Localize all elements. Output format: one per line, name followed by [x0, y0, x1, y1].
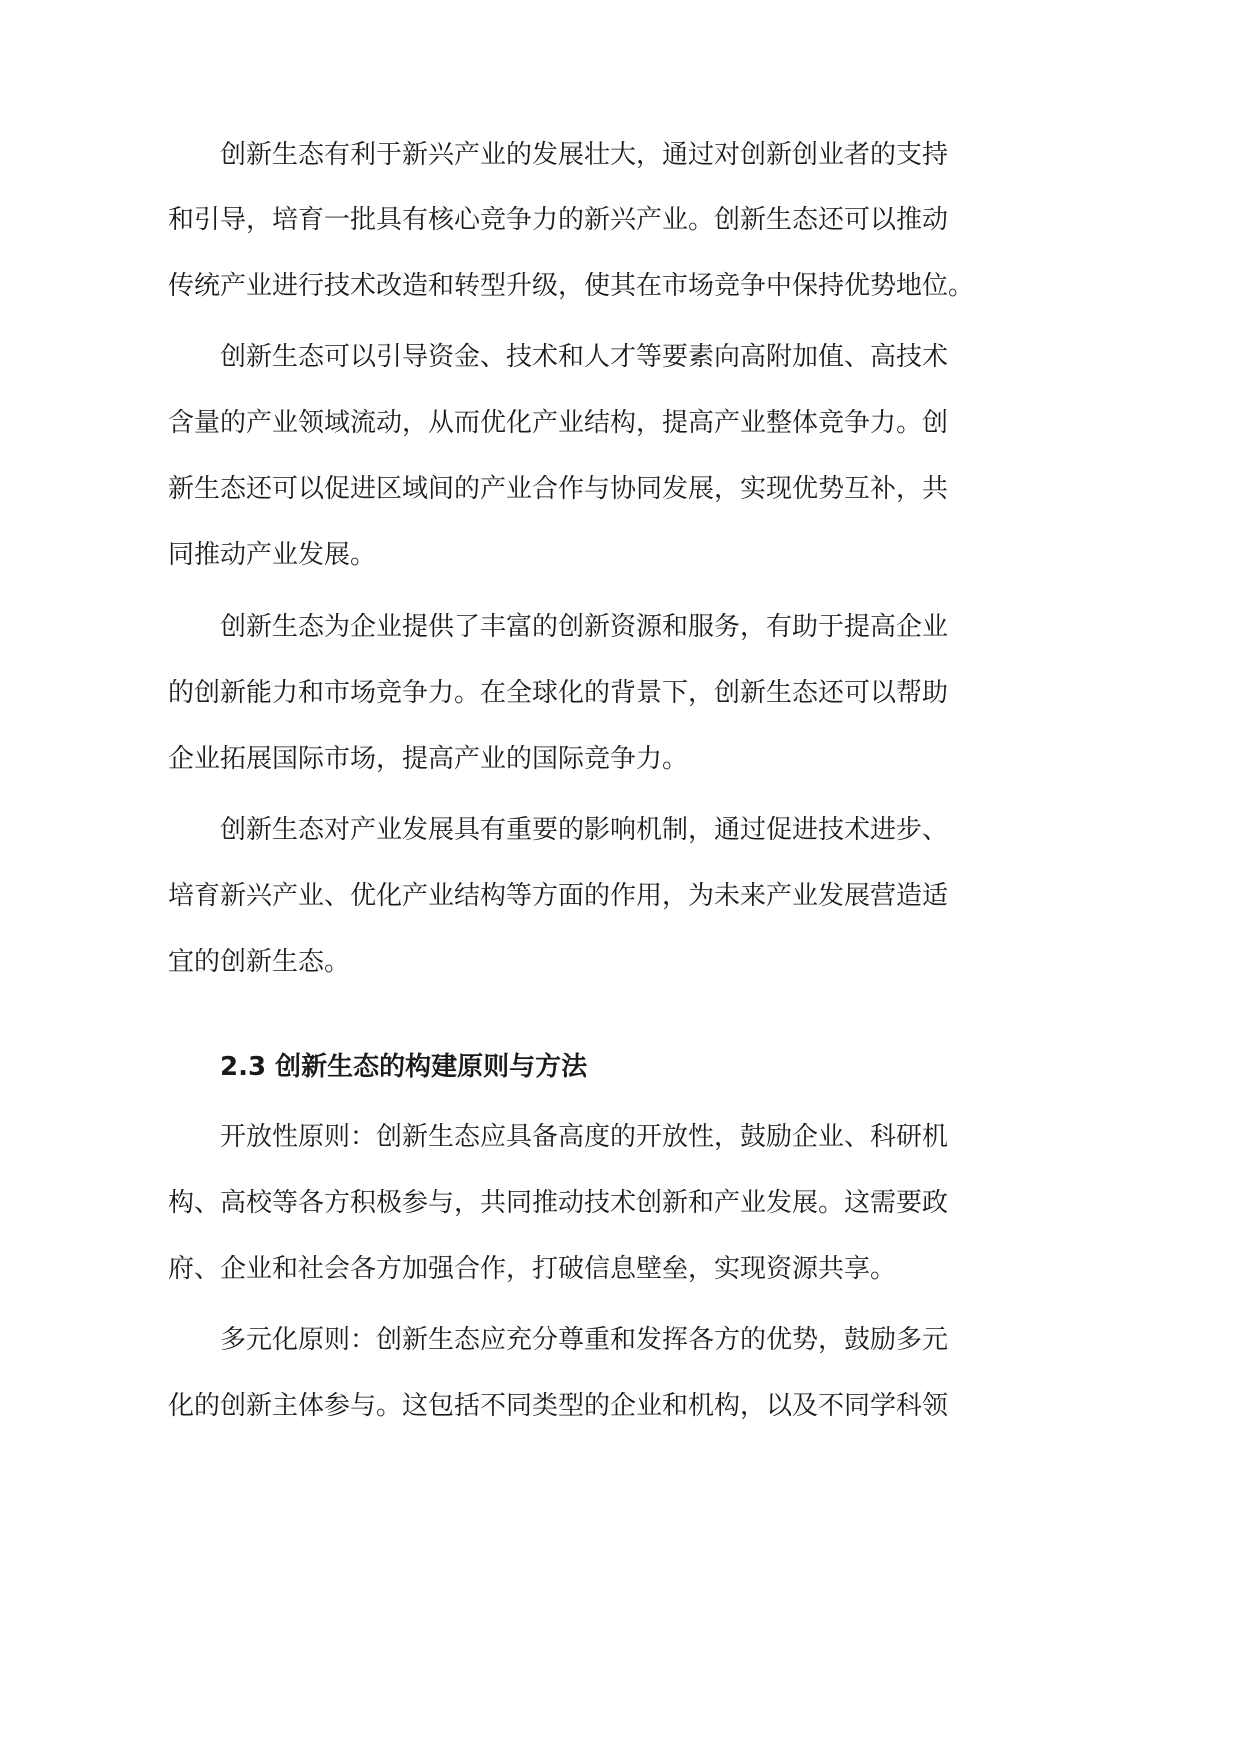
paragraph-4-line-2 [0, 876, 1241, 916]
paragraph-5-line-3 [0, 1249, 1241, 1289]
paragraph-3-line-1 [0, 607, 1241, 647]
text-line: 的创新能力和市场竞争力。在全球化的背景下，创新生态还可以帮助 [168, 678, 949, 708]
paragraph-6-line-1 [0, 1320, 1241, 1360]
paragraph-3-line-2 [0, 673, 1241, 713]
section-heading-text: 2.3 创新生态的构建原则与方法 [220, 1052, 588, 1082]
text-line: 化的创新主体参与。这包括不同类型的企业和机构，以及不同学科领 [168, 1391, 949, 1421]
text-line: 府、企业和社会各方加强合作，打破信息壁垒，实现资源共享。 [168, 1254, 897, 1284]
text-line: 开放性原则：创新生态应具备高度的开放性，鼓励企业、科研机 [220, 1122, 949, 1152]
paragraph-4-line-3 [0, 942, 1241, 982]
paragraph-5-line-2 [0, 1183, 1241, 1223]
paragraph-5-line-1 [0, 1117, 1241, 1157]
paragraph-1-line-1 [0, 135, 1241, 175]
text-line: 构、高校等各方积极参与，共同推动技术创新和产业发展。这需要政 [168, 1188, 949, 1218]
paragraph-4-line-1 [0, 810, 1241, 850]
text-line: 创新生态对产业发展具有重要的影响机制，通过促进技术进步、 [220, 815, 949, 845]
paragraph-1-line-3 [0, 266, 1241, 306]
text-line: 含量的产业领域流动，从而优化产业结构，提高产业整体竞争力。创 [168, 408, 949, 438]
paragraph-2-line-4 [0, 535, 1241, 575]
text-line: 和引导，培育一批具有核心竞争力的新兴产业。创新生态还可以推动 [168, 205, 949, 235]
text-line: 多元化原则：创新生态应充分尊重和发挥各方的优势，鼓励多元 [220, 1325, 949, 1355]
text-line: 新生态还可以促进区域间的产业合作与协同发展，实现优势互补，共 [168, 474, 949, 504]
paragraph-6-line-2 [0, 1386, 1241, 1426]
text-line: 培育新兴产业、优化产业结构等方面的作用，为未来产业发展营造适 [168, 881, 949, 911]
text-line: 同推动产业发展。 [168, 540, 377, 570]
paragraph-2-line-1 [0, 337, 1241, 377]
section-heading [0, 1047, 1241, 1087]
paragraph-2-line-2 [0, 403, 1241, 443]
paragraph-2-line-3 [0, 469, 1241, 509]
text-line: 创新生态有利于新兴产业的发展壮大，通过对创新创业者的支持 [220, 140, 949, 170]
text-line: 宜的创新生态。 [168, 947, 351, 977]
text-line: 创新生态可以引导资金、技术和人才等要素向高附加值、高技术 [220, 342, 949, 372]
paragraph-1-line-2 [0, 200, 1241, 240]
text-line: 企业拓展国际市场，提高产业的国际竞争力。 [168, 744, 689, 774]
text-line: 创新生态为企业提供了丰富的创新资源和服务，有助于提高企业 [220, 612, 949, 642]
text-line: 传统产业进行技术改造和转型升级，使其在市场竞争中保持优势地位。 [168, 271, 975, 301]
paragraph-3-line-3 [0, 739, 1241, 779]
